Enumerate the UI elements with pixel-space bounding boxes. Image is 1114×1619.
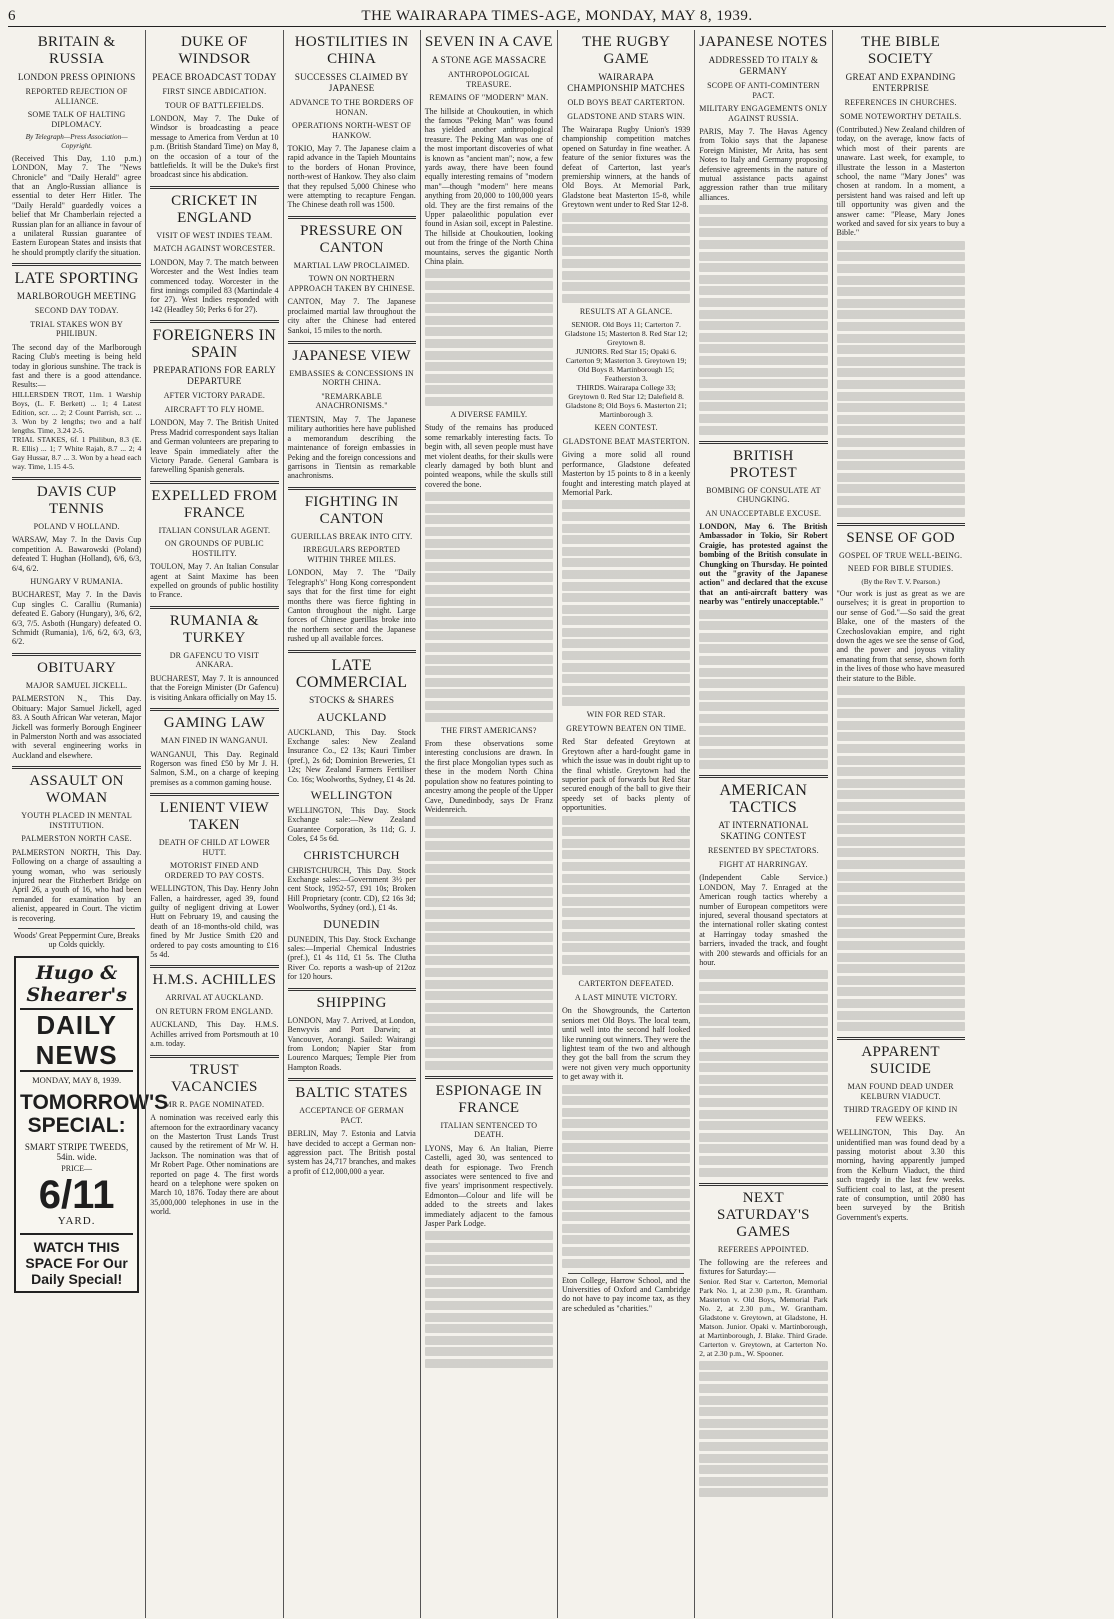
- article-body: (Independent Cable Service.) LONDON, May 7. Enraged at the American rough tactics whereby a number of European competitors were injured, several thousand spectators at the international roller skating contest at Harringay today smashed the barriers, invaded the track, and fought with 200 stewards and officials for an hour.: [699, 873, 828, 968]
- subhead: AIRCRAFT TO FLY HOME.: [164, 404, 265, 414]
- subhead: GREYTOWN BEATEN ON TIME.: [566, 723, 687, 733]
- subhead: OLD BOYS BEAT CARTERTON.: [567, 98, 685, 107]
- subhead: SOME NOTEWORTHY DETAILS.: [839, 111, 962, 121]
- byline: (By the Rev T. V. Pearson.): [861, 577, 940, 586]
- subhead: ARRIVAL AT AUCKLAND.: [165, 993, 264, 1003]
- subhead: REPORTED REJECTION OF ALLIANCE.: [25, 87, 128, 106]
- subhead: MILITARY ENGAGEMENTS ONLY AGAINST RUSSIA.: [699, 104, 828, 123]
- headline-bible-society: THE BIBLE SOCIETY: [861, 34, 941, 67]
- headline-late-commercial: LATE COMMERCIAL: [295, 656, 408, 691]
- ad-paper-name: DAILY NEWS: [20, 1008, 133, 1072]
- column-6: [694, 30, 831, 1618]
- byline: By Telegraph—Press Association—Copyright.: [25, 133, 128, 151]
- headline-assault: ASSAULT ON WOMAN: [29, 773, 124, 807]
- subhead: A STONE AGE MASSACRE: [431, 55, 547, 65]
- headline-foreigners-spain: FOREIGNERS IN SPAIN: [152, 327, 277, 362]
- text-continuation: [425, 1231, 553, 1368]
- results-juniors: JUNIORS. Red Star 15; Opaki 6. Carterton 9; Masterton 3. Greytown 19; Old Boys 8. Martinborough 15; Featherston 3.: [565, 347, 687, 384]
- column-5: [557, 30, 694, 1618]
- subhead: ACCEPTANCE OF GERMAN PACT.: [299, 1106, 404, 1125]
- ad-unit: YARD.: [57, 1215, 96, 1228]
- text-continuation: [837, 686, 965, 1031]
- article-body: LONDON, May 7. The Duke of Windsor is broadcasting a peace message to America from Verdun at 10 p.m. (British Standard Time) on May 8, on the occasion of a tour of the battlefields. It will be the Duke's first broadcast since his abdication.: [150, 114, 279, 180]
- ad-brand: Hugo & Shearer's: [26, 961, 127, 1006]
- headline-fighting-canton: FIGHTING IN CANTON: [304, 493, 399, 527]
- subhead: A LAST MINUTE VICTORY.: [574, 992, 678, 1002]
- headline-shipping: SHIPPING: [316, 994, 387, 1011]
- race-results: HILLERSDEN TROT, 11m. 1 Warship Boys, (L. F. Berkett) ... 1; 4 Latest Edition, scr. ... 2; 2 Count Parrish, scr. ... 3. Won by 2 lengths; two and a half lengths. Time, 3.24 2-5.: [12, 389, 142, 435]
- article-body: "Our work is just as great as we are ourselves; it is great in proportion to our sense of God."—So said the great Blake, one of the masters of the Czechoslovakian empire, and right down the ages we see the sense of God, and the power and joyous vitality emanating from that sense, shown forth in the lives of those who have measured their stature to the Bible.: [836, 588, 965, 683]
- article-body: LONDON, May 7. The British United Press Madrid correspondent says Italian and German volunteers are preparing to leave Spain immediately after the Victory Parade. General Gambara is farewelling Spanish generals.: [150, 418, 279, 475]
- article-body: Red Star defeated Greytown at Greytown after a hard-fought game in which the issue was in doubt right up to the final whistle. Greytown had the superior pack of forwards but Red Star secured enough of the ball to give their speedy set of backs plenty of opportunities.: [562, 737, 691, 813]
- column-1: [8, 30, 169, 1618]
- subhead: MAJOR SAMUEL JICKELL.: [25, 680, 128, 690]
- headline-davis-cup: DAVIS CUP TENNIS: [36, 483, 117, 517]
- subhead: MARLBOROUGH MEETING: [16, 291, 137, 302]
- article-body: A nomination was received early this afternoon for the extraordinary vacancy on the Masterton Trust Lands Trust caused by the retirement of Mr W. H. Jackson. The nomination was that of Mr Robert Page. Other nominations are reported on page 4. The first words heard on a telephone were spoken on March 10, 1876. Today there are about 35,000,000 telephones in use in the world.: [150, 1113, 279, 1217]
- results-senior: SENIOR. Old Boys 11; Carterton 7. Gladstone 15; Masterton 8. Red Star 12; Greytown 8.: [564, 320, 688, 348]
- advertisement-box: [14, 956, 169, 1293]
- subhead: PEACE BROADCAST TODAY: [152, 72, 277, 82]
- article-body: The Wairarapa Rugby Union's 1939 championship competition matches opened on Saturday in fine weather. A feature of the senior fixtures was the defeat of Carterton, last year's premiership winners, at the hands of Old Boys. At Memorial Park, Gladstone beat Masterton 15-8, while Greytown went under to Red Star 12-8.: [562, 125, 691, 210]
- masthead-title: THE WAIRARAPA TIMES-AGE, MONDAY, MAY 8, 1939.: [361, 7, 753, 24]
- headline-trust-vacancies: TRUST VACANCIES: [171, 1061, 258, 1095]
- column-2: [145, 30, 282, 1618]
- subhead: REFERENCES IN CHURCHES.: [844, 98, 957, 107]
- ad-price-label: PRICE—: [61, 1164, 92, 1173]
- subhead: EMBASSIES & CONCESSIONS IN NORTH CHINA.: [289, 368, 414, 388]
- page-number: 6: [8, 7, 16, 24]
- subhead: AT INTERNATIONAL SKATING CONTEST: [718, 820, 809, 842]
- subhead: REMAINS OF "MODERN" MAN.: [429, 93, 549, 102]
- headline-duke-windsor: DUKE OF WINDSOR: [178, 34, 251, 67]
- subhead: GUERILLAS BREAK INTO CITY.: [290, 531, 413, 541]
- headline-hostilities-china: HOSTILITIES IN CHINA: [294, 34, 409, 67]
- city-heading: WELLINGTON: [310, 788, 393, 802]
- article-body: BERLIN, May 7. Estonia and Latvia have decided to accept a German non-aggression pact. The British postal system has 24,717 branches, and makes a profit of £12,000,000 a year.: [287, 1129, 416, 1176]
- article-body: Study of the remains has produced some remarkably interesting facts. To begin with, all seven people must have met violent deaths, for their skulls were clearly damaged by both blunt and pointed weapons, while the skulls still covered the bone.: [424, 423, 553, 489]
- subhead: CARTERTON DEFEATED.: [578, 979, 674, 989]
- subhead: TOUR OF BATTLEFIELDS.: [164, 100, 264, 110]
- subhead: ADDRESSED TO ITALY & GERMANY: [708, 55, 819, 76]
- subhead: ON GROUNDS OF PUBLIC HOSTILITY.: [164, 539, 264, 558]
- article-body: The second day of the Marlborough Racing Club's meeting is being held today in glorious sunshine. The track is fast and there is a good attendance. Results:—: [12, 342, 142, 390]
- text-continuation: [562, 816, 690, 976]
- headline-seven-cave: SEVEN IN A CAVE: [424, 34, 553, 50]
- headline-obituary: OBITUARY: [37, 659, 117, 676]
- subhead: THIRD TRAGEDY OF KIND IN FEW WEEKS.: [843, 1105, 958, 1124]
- subhead: ITALIAN SENTENCED TO DEATH.: [440, 1120, 538, 1140]
- subhead: TRIAL STAKES WON BY PHILIBUN.: [30, 319, 123, 339]
- text-continuation: [699, 970, 827, 1176]
- subhead: MARTIAL LAW PROCLAIMED.: [293, 260, 410, 270]
- headline-britain-russia: BRITAIN & RUSSIA: [37, 34, 116, 67]
- subhead: MAN FOUND DEAD UNDER KELBURN VIADUCT.: [847, 1082, 954, 1101]
- subhead: DR GAFENCU TO VISIT ANKARA.: [169, 650, 260, 670]
- article-body: WARSAW, May 7. In the Davis Cup competition A. Bawarowski (Poland) defeated T. Hughan (Holland), 6/6, 6/3, 6/4, 6/2.: [12, 535, 142, 573]
- city-heading: CHRISTCHURCH: [303, 847, 400, 862]
- subhead: THE FIRST AMERICANS?: [441, 725, 537, 735]
- article-body: From these observations some interesting conclusions are drawn. In the first place Mongolian types such as these in the modern North China population show no features pointing to ancestry among the people of the Upper Cave, Dunedinbody, says Dr Franz Weidenreich.: [424, 739, 553, 814]
- article-body: PALMERSTON NORTH, This Day. Following on a charge of assaulting a young woman, who was seriously injured near the Fitzherbert Bridge on April 26, a youth of 16, who had been remanded for examination by an alienist, appeared in Court. The victim is recovering.: [12, 847, 142, 923]
- article-body: The hillside at Choukoutien, in which the famous "Peking Man" was found has yielded another anthropological treasure. The Peking Man was one of the most important discoveries of what is known as "ancient man"; now, a few yards away, there have been found equally interesting remains of "modern man"—though "modern" here means anything from 20,000 to 100,000 years old. They are the first remains of the Upper palaeolithic population ever found in Asian soil, except in Palestine. The hillside at Choukoutien, looking out from the fringe of the North China mountains, serves the gigantic North China plain.: [424, 106, 553, 266]
- article-body: LYONS, May 6. An Italian, Pierre Castelli, aged 30, was sentenced to death for espionage. Two French associates were sentenced to five and five years' imprisonment respectively. Edmonton—Colour and life will be added to the streets and lakes immediately adjacent to the famous Jasper Park Lodge.: [424, 1143, 553, 1229]
- article-body: CHRISTCHURCH, This Day. Stock Exchange sales:—Government 3½ per cent Stock, 1952-57, £91 10s; Broken Hill Proprietary (contr. CD), £2 16s 3d; Woolworths, Sydney (ord.), £1 4s.: [287, 865, 416, 913]
- subhead: SUCCESSES CLAIMED BY JAPANESE: [294, 72, 409, 93]
- masthead: [8, 6, 1106, 27]
- headline-rugby-game: THE RUGBY GAME: [582, 34, 671, 67]
- headline-japanese-view: JAPANESE VIEW: [292, 347, 411, 364]
- subhead: FIGHT AT HARRINGAY.: [719, 859, 808, 869]
- headline-cricket: CRICKET IN ENGLAND: [171, 192, 258, 226]
- subhead: WIN FOR RED STAR.: [586, 710, 666, 720]
- article-body: PARIS, May 7. The Havas Agency from Tokio says that the Japanese Foreign Minister, Mr Arita, has sent Notes to Italy and Germany proposing defensive agreements in the nature of mutual assistance pacts against aggression rather than true military alliances.: [699, 127, 828, 202]
- article-body: LONDON, May 7. The "Daily Telegraph's" Hong Kong correspondent says that for the first time for eight months there was fierce fighting in Canton throughout the night. Large forces of Chinese guerillas broke into the northern sector and the Japanese rushed up all available forces.: [287, 568, 416, 644]
- article-body: WELLINGTON, This Day. Stock Exchange sale:—New Zealand Guarantee Corporation, 3s 11d; G. J. Coles, £4 5s 6d.: [287, 806, 416, 844]
- article-body: (Received This Day, 1.10 p.m.) LONDON, May 7. The "News Chronicle" and "Daily Herald" agree that an Anglo-Russian alliance is essential to deter Herr Hitler. The "Daily Herald" guardedly voices a belief that Mr Chamberlain rejected a Russian plan for an alliance in favour of a unilateral Russian guarantee of Eastern European States and insists that he should promptly clarify the situation.: [12, 153, 142, 257]
- article-body: LONDON, May 7. Arrived, at London, Benwyvis and Port Darwin; at Vancouver, Aorangi. Sailed: Wairangi from London; Napier Star from Lourenco Marques; Temple Pier from Hampton Roads.: [287, 1015, 416, 1072]
- subhead: FIRST SINCE ABDICATION.: [162, 87, 267, 96]
- subhead: RESENTED BY SPECTATORS.: [707, 846, 819, 856]
- ad-date: MONDAY, MAY 8, 1939.: [32, 1074, 122, 1085]
- subhead: STOCKS & SHARES: [309, 694, 395, 705]
- headline-achilles: H.M.S. ACHILLES: [152, 972, 277, 989]
- city-heading: DUNEDIN: [323, 916, 380, 931]
- fixtures: Senior. Red Star v. Carterton, Memorial Park No. 1, at 2.30 p.m., R. Grantham. Masterton v. Old Boys, Memorial Park No. 2, at 2.30 p.m., W. Grantham. Gladstone v. Greytown, at Gladstone, H. Matson. Junior. Opaki v. Martinborough, at Martinborough, J. Blake. Third Grade. Carterton v. Greytown, at Carterton No. 2, at 2.30 p.m., W. Spooner.: [699, 1276, 828, 1358]
- headline-late-sporting: LATE SPORTING: [14, 270, 139, 288]
- headline-rumania-turkey: RUMANIA & TURKEY: [169, 612, 259, 646]
- headline-lenient-view: LENIENT VIEW TAKEN: [159, 800, 270, 834]
- article-body: On the Showgrounds, the Carterton seniors met Old Boys. The local team, until well into the second half looked like running out winners. They were the lightest team of the two and although they got the ball from the scrum they were not given very much opportunity to get away with it.: [562, 1006, 691, 1082]
- subhead: LONDON PRESS OPINIONS: [17, 72, 136, 82]
- subhead: REFEREES APPOINTED.: [717, 1244, 809, 1254]
- subhead: ON RETURN FROM ENGLAND.: [155, 1006, 274, 1016]
- ad-price: 6/11: [38, 1173, 115, 1218]
- subhead: WAIRARAPA CHAMPIONSHIP MATCHES: [567, 72, 685, 93]
- article-body: TOKIO, May 7. The Japanese claim a rapid advance in the Tapieh Mountains to the borders of Honan Province, north-west of Hankow. They also claim that they repulsed 5,000 Chinese who were attempting to recapture Fengan. The Chinese death roll was 1500.: [287, 144, 416, 210]
- ad-product: SMART STRIPE TWEEDS, 54in. wide.: [24, 1142, 129, 1162]
- article-body: AUCKLAND, This Day. Stock Exchange sales: New Zealand Insurance Co., £2 13s; Kauri Timber (pref.), 2s 6d; Dominion Breweries, £1 12s; New Zealand Farmers Fertiliser Co. 16s; Woolworths, Sydney, £1 4s 2d.: [287, 727, 416, 784]
- subhead: OPERATIONS NORTH-WEST OF HANKOW.: [291, 121, 412, 140]
- subhead: TOWN ON NORTHERN APPROACH TAKEN BY CHINESE.: [288, 274, 416, 293]
- article-body: WANGANUI, This Day. Reginald Rogerson was fined £50 by Mr J. H. Salmon, S.M., on a charge of keeping premises as a common gaming house.: [150, 749, 279, 787]
- headline-pressure-canton: PRESSURE ON CANTON: [300, 222, 404, 256]
- text-continuation: [699, 610, 827, 770]
- headline-next-saturday: NEXT SATURDAY'S GAMES: [717, 1189, 810, 1240]
- subhead: SECOND DAY TODAY.: [34, 306, 119, 316]
- subhead: GLADSTONE BEAT MASTERTON.: [562, 436, 690, 446]
- text-continuation: [562, 1085, 690, 1268]
- subhead: AN UNACCEPTABLE EXCUSE.: [705, 508, 822, 518]
- article-body: WELLINGTON, This Day. Henry John Fallen, a hairdresser, aged 39, found guilty of negligent driving at Lower Hutt on February 19, and causing the death of an 18-months-old child, was fined by Mr Justice Smith £20 and ordered to pay costs amounting to £16 5s 4d.: [150, 884, 279, 960]
- subhead: ADVANCE TO THE BORDERS OF HONAN.: [289, 98, 414, 117]
- article-body: AUCKLAND, This Day. H.M.S. Achilles arrived from Portsmouth at 10 a.m. today.: [150, 1020, 279, 1049]
- subhead: AFTER VICTORY PARADE.: [163, 391, 266, 401]
- article-body: TIENTSIN, May 7. The Japanese military authorities here have published a memorandum describing the maintenance of foreign embassies in Peking and the foreign concessions and garrisons in Tientsin as remarkable anachronisms.: [287, 414, 416, 481]
- text-continuation: [562, 500, 690, 706]
- columns: [8, 30, 1106, 1618]
- text-continuation: [699, 205, 827, 434]
- article-body: DUNEDIN, This Day. Stock Exchange sales:—Imperial Chemical Industries (pref.), £1 4s 11d, £1 5s. The Clutha River Co. reports a wash-up of 212oz for 120 hours.: [287, 934, 416, 982]
- subhead: GLADSTONE AND STARS WIN.: [567, 111, 685, 121]
- subhead: YOUTH PLACED IN MENTAL INSTITUTION.: [21, 811, 132, 830]
- subhead: "REMARKABLE ANACHRONISMS.": [315, 391, 388, 411]
- text-continuation: [425, 492, 553, 721]
- race-results: TRIAL STAKES, 6f. 1 Philibun, 8.3 (E. R. Ellis) ... 1; 7 White Rajah, 8.7 ... 2; 4 Gay Hussar, 8.7 ... 3. Won by a head each way. Time, 1.15 4-5.: [12, 434, 142, 471]
- headline-british-protest: BRITISH PROTEST: [729, 447, 797, 481]
- ad-watch: WATCH THIS SPACE For Our Daily Special!: [20, 1233, 133, 1287]
- article-body: BUCHAREST, May 7. In the Davis Cup singles C. Caralliu (Rumania) defeated E. Gabory (Hungary), 3/6, 6/2, 6/3, 7/5. Asboth (Hungary) defeated O. Schmidt (Rumania), 1/6, 6/2, 6/3, 6/3, 6/2.: [12, 590, 142, 647]
- subhead: A DIVERSE FAMILY.: [450, 409, 528, 419]
- headline-expelled: EXPELLED FROM FRANCE: [151, 487, 278, 521]
- subhead: SCOPE OF ANTI-COMINTERN PACT.: [707, 81, 820, 100]
- article-body: TOULON, May 7. An Italian Consular agent at Saint Maxime has been expelled on grounds of public hostility to France.: [150, 562, 279, 600]
- article-body: PALMERSTON N., This Day. Obituary: Major Samuel Jickell, aged 83. A South African War veteran, Major Jickell was formerly Borough Engineer in Palmerston North and was associated with several engineering works in Auckland and elsewhere.: [12, 694, 142, 760]
- article-body: WELLINGTON, This Day. An unidentified man was found dead by a passing motorist about 3.30 this morning, having apparently jumped from the Kelburn Viaduct, the third such tragedy in the last few weeks. Sufficient coal to last, at the present rate of consumption, until 2080 has been surveyed by the British Government's experts.: [836, 1128, 965, 1222]
- subhead: IRREGULARS REPORTED WITHIN THREE MILES.: [303, 545, 401, 564]
- subhead: ANTHROPOLOGICAL TREASURE.: [448, 70, 530, 89]
- subhead: SOME TALK OF HALTING DIPLOMACY.: [27, 110, 126, 129]
- subhead: PREPARATIONS FOR EARLY DEPARTURE: [152, 365, 276, 387]
- text-continuation: [425, 817, 553, 1069]
- subhead: RESULTS AT A GLANCE.: [579, 306, 673, 316]
- subhead: NEED FOR BIBLE STUDIES.: [847, 564, 954, 574]
- column-7: [832, 30, 969, 1618]
- subhead: GREAT AND EXPANDING ENTERPRISE: [845, 72, 956, 93]
- subhead: BOMBING OF CONSULATE AT CHUNGKING.: [706, 485, 821, 505]
- text-continuation: [562, 213, 690, 303]
- ad-special: TOMORROW'S SPECIAL:: [20, 1091, 169, 1138]
- headline-espionage: ESPIONAGE IN FRANCE: [435, 1082, 543, 1116]
- subhead: MATCH AGAINST WORCESTER.: [153, 244, 276, 254]
- subhead: MR R. PAGE NOMINATED.: [164, 1099, 265, 1109]
- text-continuation: [425, 269, 553, 406]
- article-body: (Contributed.) New Zealand children of today, on the average, know facts of which most of their parents are unaware. Last week, for example, to illustrate the lesson in a Masterton school, the name "Mary Jones" was chosen at random. In a moment, a persistent hand was raised and left up till opportunity was given and the answer came: "Please, Mary Jones worked and saved for six years to buy a Bible.": [836, 125, 965, 238]
- article-body: CANTON, May 7. The Japanese proclaimed martial law throughout the city after the Chinese had entered Sankoi, 15 miles to the north.: [287, 297, 416, 335]
- article-body: The following are the referees and fixtures for Saturday:—: [699, 1258, 828, 1277]
- subhead: VISIT OF WEST INDIES TEAM.: [156, 230, 273, 240]
- article-body: Eton College, Harrow School, and the Universities of Oxford and Cambridge do not have to pay income tax, as they are scheduled as "charities.": [562, 1275, 691, 1313]
- subhead: PALMERSTON NORTH CASE.: [21, 834, 132, 844]
- subhead: DEATH OF CHILD AT LOWER HUTT.: [158, 838, 270, 857]
- subhead: HUNGARY V RUMANIA.: [30, 576, 123, 586]
- article-body: LONDON, May 6. The British Ambassador in Tokio, Sir Robert Craigie, has protested against the bombing of the British consulate in Chungking on Thursday. He pointed out the "gravity of the Japanese action" and declared that the excuse that an anti-aircraft battery was nearby was "entirely unacceptable.": [699, 522, 828, 607]
- text-continuation: [699, 1361, 827, 1498]
- subhead: ITALIAN CONSULAR AGENT.: [158, 525, 271, 535]
- city-heading: AUCKLAND: [316, 709, 387, 724]
- subhead: MOTORIST FINED AND ORDERED TO PAY COSTS.: [164, 861, 265, 880]
- subhead: GOSPEL OF TRUE WELL-BEING.: [838, 550, 963, 560]
- advert-line: Woods' Great Peppermint Cure, Breaks up Colds quickly.: [13, 930, 140, 950]
- headline-japanese-notes: JAPANESE NOTES: [699, 34, 828, 50]
- article-body: Giving a more solid all round performance, Gladstone defeated Masterton by 15 points to 8 in a keenly fought and interesting match played at Memorial Park.: [562, 450, 691, 497]
- column-3: [283, 30, 420, 1618]
- headline-gaming-law: GAMING LAW: [163, 715, 266, 732]
- subhead: POLAND V HOLLAND.: [33, 521, 120, 531]
- subhead: KEEN CONTEST.: [594, 423, 658, 433]
- headline-sense-of-god: SENSE OF GOD: [846, 529, 955, 546]
- headline-baltic-states: BALTIC STATES: [295, 1085, 408, 1102]
- article-body: LONDON, May 7. The match between Worcester and the West Indies team commenced today. Worcester in the first innings compiled 83 (Martindale 4 for 27). West Indies responded with 142 (Headley 50; Perks 6 for 27).: [150, 257, 279, 314]
- results-thirds: THIRDS. Wairarapa College 33; Greytown 0. Red Star 12; Dalefield 8. Gladstone 8; Old Boys 6. Masterton 21; Martinborough 3.: [565, 383, 687, 420]
- text-continuation: [837, 241, 965, 517]
- headline-apparent-suicide: APPARENT SUICIDE: [861, 1044, 940, 1078]
- column-4: [420, 30, 557, 1618]
- headline-american-tactics: AMERICAN TACTICS: [719, 782, 808, 817]
- article-body: BUCHAREST, May 7. It is announced that the Foreign Minister (Dr Gafencu) is visiting Ankara officially on May 15.: [150, 673, 279, 702]
- subhead: MAN FINED IN WANGANUI.: [160, 736, 268, 746]
